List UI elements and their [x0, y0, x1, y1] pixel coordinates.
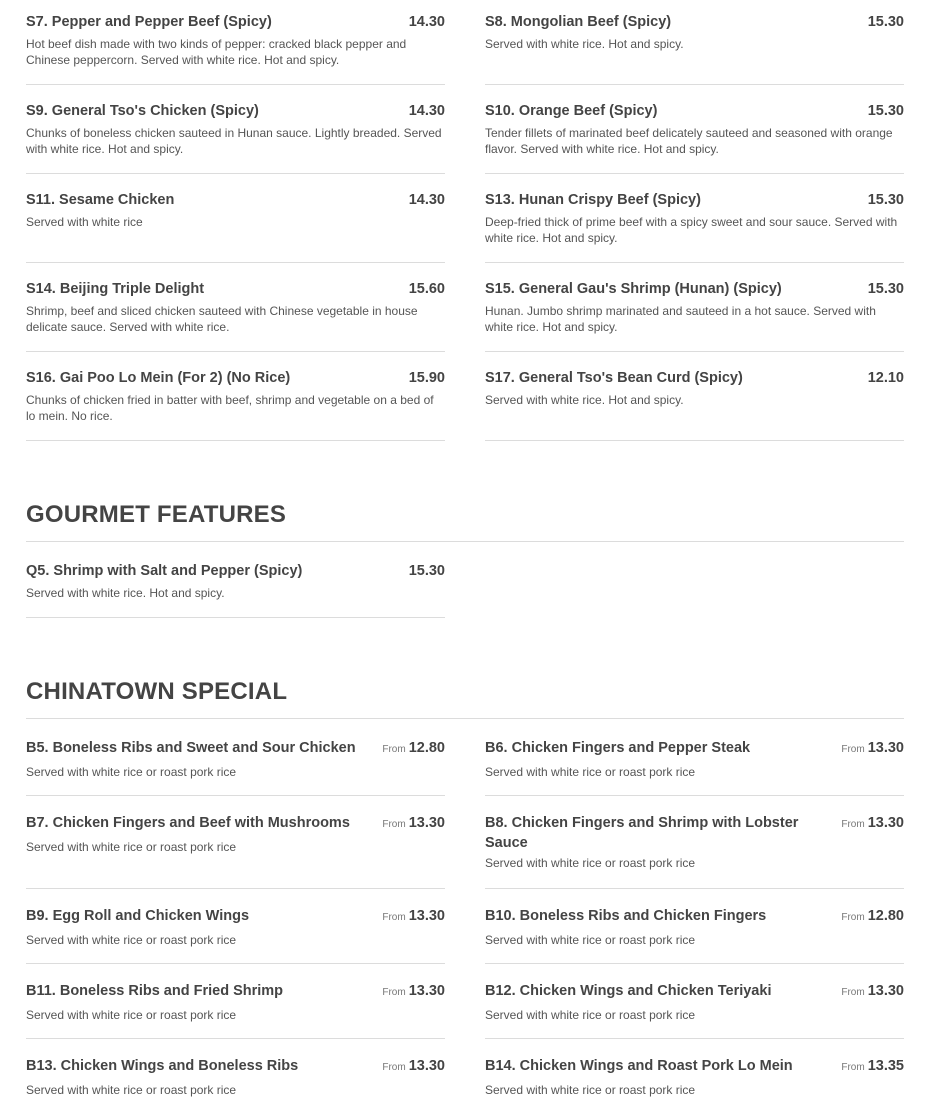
item-price — [382, 1056, 445, 1078]
from-label: From — [382, 1062, 406, 1073]
from-label: From — [841, 819, 865, 830]
price-value: 13.30 — [867, 740, 904, 756]
price-value: 13.30 — [408, 983, 445, 999]
item-price: 15.30 — [408, 563, 445, 579]
item-description: Served with white rice or roast pork rice — [485, 1008, 696, 1022]
item-name: S14. Beijing Triple Delight — [26, 281, 205, 297]
item-name: S9. General Tso's Chicken (Spicy) — [26, 103, 259, 119]
item-price: 15.90 — [408, 370, 445, 386]
price-value: 13.35 — [867, 1058, 904, 1074]
menu-item[interactable] — [26, 906, 445, 964]
item-price — [841, 738, 904, 760]
item-description: Served with white rice or roast pork rice — [26, 933, 237, 947]
item-name: B7. Chicken Fingers and Beef with Mushrooms — [26, 815, 350, 831]
item-price: 12.10 — [867, 370, 904, 386]
price-value: 13.30 — [408, 1058, 445, 1074]
menu-item[interactable] — [26, 279, 445, 352]
item-description: Served with white rice. Hot and spicy. — [26, 586, 225, 600]
item-price — [841, 981, 904, 1003]
item-name: S15. General Gau's Shrimp (Hunan) (Spicy) — [485, 281, 782, 297]
item-name: B6. Chicken Fingers and Pepper Steak — [485, 740, 751, 756]
from-label: From — [841, 1062, 865, 1073]
item-name: B5. Boneless Ribs and Sweet and Sour Chicken — [26, 740, 356, 756]
item-name: S10. Orange Beef (Spicy) — [485, 103, 658, 119]
from-label: From — [841, 987, 865, 998]
item-description: Served with white rice. Hot and spicy. — [485, 37, 684, 51]
item-price: 15.30 — [867, 14, 904, 30]
from-label: From — [382, 987, 406, 998]
item-description: Chunks of boneless chicken sauteed in Hunan sauce. Lightly breaded. Served with white rice. Hot and spicy. — [26, 126, 442, 156]
item-name: B13. Chicken Wings and Boneless Ribs — [26, 1058, 299, 1074]
item-description: Shrimp, beef and sliced chicken sauteed with Chinese vegetable in house delicate sauce. Served with white rice. — [26, 304, 418, 334]
menu-item[interactable] — [485, 1056, 904, 1101]
price-value: 13.30 — [867, 983, 904, 999]
item-price — [382, 981, 445, 1003]
item-price: 14.30 — [408, 14, 445, 30]
item-price: 15.30 — [867, 192, 904, 208]
section-title-chinatown: CHINATOWN SPECIAL — [26, 678, 904, 719]
menu-item[interactable] — [26, 981, 445, 1039]
item-name: B14. Chicken Wings and Roast Pork Lo Mein — [485, 1058, 793, 1074]
menu-item[interactable] — [485, 738, 904, 796]
item-description: Served with white rice or roast pork rice — [26, 1083, 237, 1097]
menu-item[interactable] — [26, 738, 445, 796]
menu-item[interactable] — [485, 12, 904, 85]
item-name: S16. Gai Poo Lo Mein (For 2) (No Rice) — [26, 370, 291, 386]
item-description: Tender fillets of marinated beef delicately sauteed and seasoned with orange flavor. Served with white rice. Hot and spicy. — [485, 126, 893, 156]
item-price — [382, 906, 445, 928]
menu-item[interactable] — [485, 906, 904, 964]
item-description: Served with white rice or roast pork rice — [485, 933, 696, 947]
item-description: Served with white rice or roast pork rice — [26, 840, 237, 854]
item-description: Chunks of chicken fried in batter with beef, shrimp and vegetable on a bed of lo mein. No rice. — [26, 393, 434, 423]
item-price: 15.60 — [408, 281, 445, 297]
item-name: B8. Chicken Fingers and Shrimp with Lobster Sauce — [485, 815, 799, 851]
item-name: S8. Mongolian Beef (Spicy) — [485, 14, 672, 30]
menu-item[interactable] — [26, 1056, 445, 1101]
item-description: Served with white rice or roast pork rice — [485, 856, 696, 870]
from-label: From — [382, 819, 406, 830]
item-name: B11. Boneless Ribs and Fried Shrimp — [26, 983, 284, 999]
menu-item[interactable] — [485, 101, 904, 174]
menu-item[interactable] — [26, 12, 445, 85]
price-value: 13.30 — [867, 815, 904, 831]
item-name: B9. Egg Roll and Chicken Wings — [26, 908, 250, 924]
item-name: S13. Hunan Crispy Beef (Spicy) — [485, 192, 701, 208]
item-description: Hunan. Jumbo shrimp marinated and sauteed in a hot sauce. Served with white rice. Hot and spicy. — [485, 304, 876, 334]
menu-item[interactable] — [485, 190, 904, 263]
section-title-gourmet: GOURMET FEATURES — [26, 501, 904, 542]
item-description: Served with white rice or roast pork rice — [485, 1083, 696, 1097]
item-price: 15.30 — [867, 103, 904, 119]
item-description: Deep-fried thick of prime beef with a spicy sweet and sour sauce. Served with white rice. Hot and spicy. — [485, 215, 898, 245]
from-label: From — [382, 744, 406, 755]
item-price — [382, 738, 445, 760]
menu-item[interactable] — [485, 279, 904, 352]
item-name: S7. Pepper and Pepper Beef (Spicy) — [26, 14, 272, 30]
menu-item[interactable] — [26, 101, 445, 174]
item-price: 14.30 — [408, 103, 445, 119]
from-label: From — [841, 744, 865, 755]
menu-item[interactable] — [485, 981, 904, 1039]
item-price — [841, 813, 904, 835]
item-description: Served with white rice or roast pork rice — [26, 765, 237, 779]
item-name: S11. Sesame Chicken — [26, 192, 175, 208]
item-description: Hot beef dish made with two kinds of pepper: cracked black pepper and Chinese peppercorn. Served with white rice. Hot and spicy. — [26, 37, 407, 67]
item-name: Q5. Shrimp with Salt and Pepper (Spicy) — [26, 563, 303, 579]
item-description: Served with white rice or roast pork rice — [485, 765, 696, 779]
price-value: 13.30 — [408, 908, 445, 924]
item-price — [382, 813, 445, 835]
item-price — [841, 906, 904, 928]
price-value: 12.80 — [408, 740, 445, 756]
item-description: Served with white rice. Hot and spicy. — [485, 393, 684, 407]
item-price — [841, 1056, 904, 1078]
item-price: 15.30 — [867, 281, 904, 297]
menu-item[interactable] — [485, 368, 904, 441]
item-price: 14.30 — [408, 192, 445, 208]
price-value: 12.80 — [867, 908, 904, 924]
item-description: Served with white rice — [26, 215, 143, 229]
item-description: Served with white rice or roast pork rice — [26, 1008, 237, 1022]
item-name: S17. General Tso's Bean Curd (Spicy) — [485, 370, 743, 386]
from-label: From — [841, 912, 865, 923]
item-name: B12. Chicken Wings and Chicken Teriyaki — [485, 983, 772, 999]
price-value: 13.30 — [408, 815, 445, 831]
item-name: B10. Boneless Ribs and Chicken Fingers — [485, 908, 767, 924]
menu-item[interactable] — [485, 813, 904, 889]
menu-item[interactable] — [26, 190, 445, 263]
menu-item[interactable] — [26, 561, 445, 618]
menu-item[interactable] — [26, 368, 445, 441]
from-label: From — [382, 912, 406, 923]
menu-item[interactable] — [26, 813, 445, 889]
